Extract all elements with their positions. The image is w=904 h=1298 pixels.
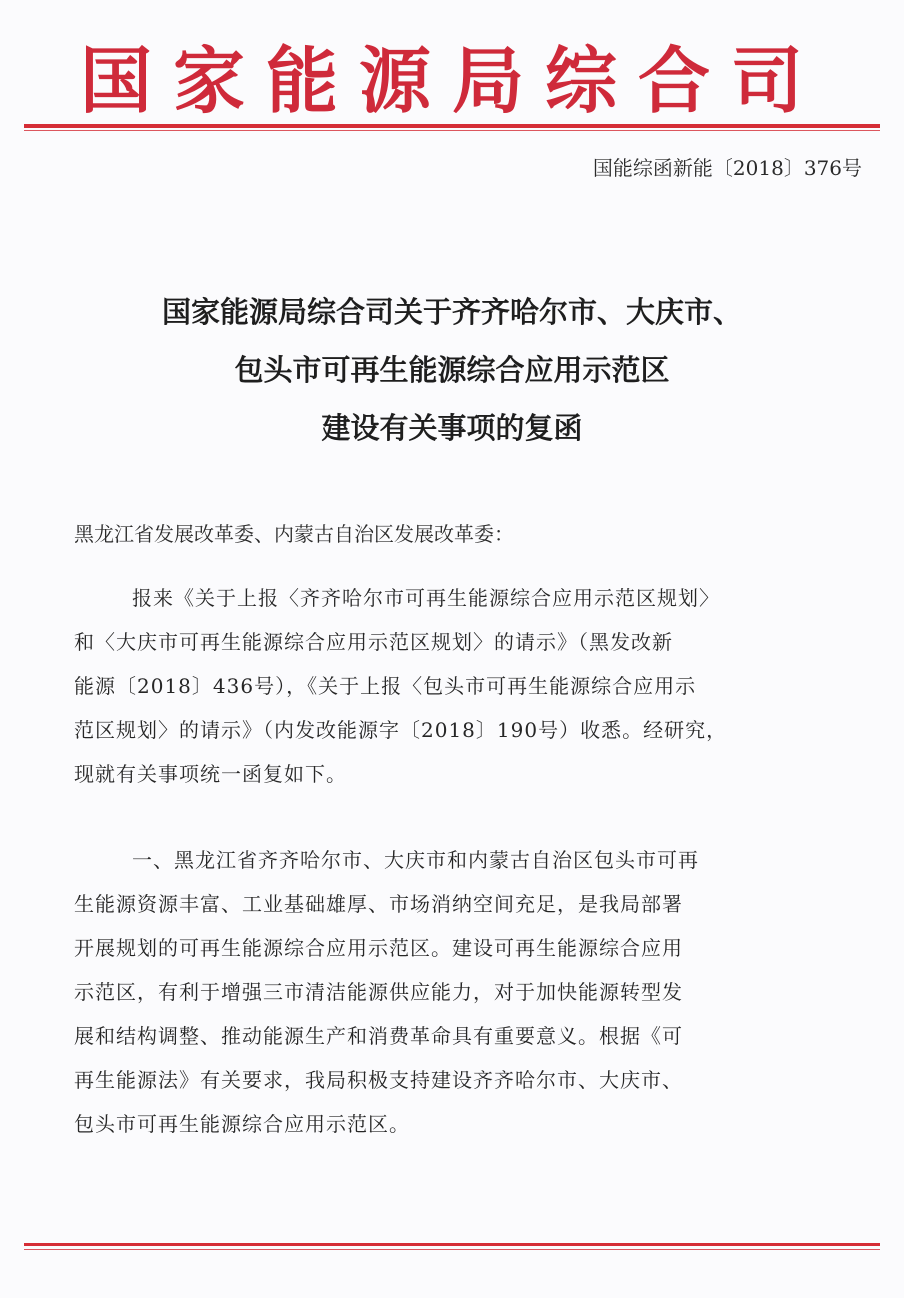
document-number: 国能综函新能〔2018〕376号 bbox=[592, 156, 862, 180]
footer-red-rule bbox=[24, 1243, 880, 1246]
paragraph-line: 包头市可再生能源综合应用示范区。 bbox=[74, 1112, 410, 1136]
document-title bbox=[82, 283, 822, 457]
paragraph-line: 现就有关事项统一函复如下。 bbox=[74, 762, 347, 786]
document-title-line: 包头市可再生能源综合应用示范区 bbox=[234, 353, 670, 387]
paragraph-2 bbox=[74, 838, 864, 1146]
salutation: 黑龙江省发展改革委、内蒙古自治区发展改革委： bbox=[74, 522, 514, 546]
paragraph-line: 范区规划〉的请示》（内发改能源字〔2018〕190号）收悉。经研究， bbox=[74, 718, 728, 742]
header-red-rule-secondary bbox=[24, 130, 880, 131]
paragraph-line: 报来《关于上报〈齐齐哈尔市可再生能源综合应用示范区规划〉 bbox=[132, 586, 720, 610]
paragraph-line: 和〈大庆市可再生能源综合应用示范区规划〉的请示》（黑发改新 bbox=[74, 630, 673, 654]
footer-red-rule-secondary bbox=[24, 1249, 880, 1250]
document-title-line: 国家能源局综合司关于齐齐哈尔市、大庆市、 bbox=[161, 295, 742, 329]
paragraph-line: 开展规划的可再生能源综合应用示范区。建设可再生能源综合应用 bbox=[74, 936, 683, 960]
document-title-line: 建设有关事项的复函 bbox=[321, 411, 583, 445]
paragraph-line: 再生能源法》有关要求，我局积极支持建设齐齐哈尔市、大庆市、 bbox=[74, 1068, 683, 1092]
paragraph-line: 能源〔2018〕436号），《关于上报〈包头市可再生能源综合应用示 bbox=[74, 674, 697, 698]
paragraph-line: 展和结构调整、推动能源生产和消费革命具有重要意义。根据《可 bbox=[74, 1024, 683, 1048]
paragraph-line: 示范区，有利于增强三市清洁能源供应能力，对于加快能源转型发 bbox=[74, 980, 683, 1004]
header-red-rule bbox=[24, 124, 880, 128]
paragraph-1 bbox=[74, 576, 864, 796]
paragraph-line: 一、黑龙江省齐齐哈尔市、大庆市和内蒙古自治区包头市可再 bbox=[132, 848, 699, 872]
issuer-header-title: 国家能源局综合司 bbox=[79, 38, 824, 123]
paragraph-line: 生能源资源丰富、工业基础雄厚、市场消纳空间充足，是我局部署 bbox=[74, 892, 683, 916]
